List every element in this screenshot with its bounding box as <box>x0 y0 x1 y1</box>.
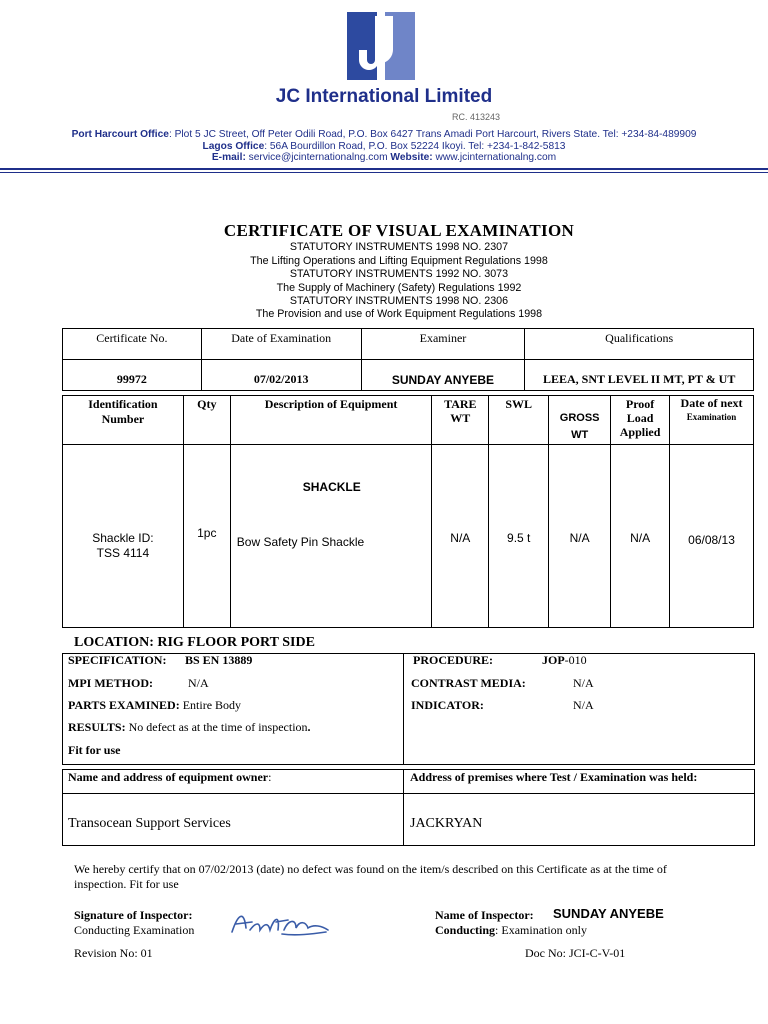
header-gross-line2: WT <box>571 429 589 441</box>
identification-line2: TSS 4114 <box>96 546 150 560</box>
header-tare-wt <box>432 396 489 445</box>
fit-for-use: Fit for use <box>68 743 121 757</box>
results-label: RESULTS: <box>68 720 126 734</box>
header-examiner: Examiner <box>361 329 525 360</box>
certificate-title: CERTIFICATE OF VISUAL EXAMINATION <box>223 221 575 240</box>
examiner-name: SUNDAY ANYEBE <box>361 360 525 391</box>
results-value: No defect as at the time of inspection <box>125 720 308 734</box>
regulation-line: STATUTORY INSTRUMENTS 1998 NO. 2306 <box>289 295 509 307</box>
table-row <box>63 445 754 628</box>
description-value: Bow Safety Pin Shackle <box>236 535 365 549</box>
premises-label: Address of premises where Test / Examination was held: <box>410 770 698 784</box>
email-label: E-mail: <box>211 152 246 163</box>
header-date-of-examination: Date of Examination <box>201 329 361 360</box>
regulation-line: The Supply of Machinery (Safety) Regulations 1992 <box>276 282 522 294</box>
owner-label-colon: : <box>268 770 272 784</box>
indicator-value: N/A <box>573 698 594 712</box>
header-identification-line2: Number <box>101 412 145 426</box>
company-name: JC International Limited <box>275 86 493 107</box>
header-proof-line3: Applied <box>619 425 661 439</box>
procedure-value <box>542 653 587 668</box>
website-text: www.jcinternationalng.com <box>432 152 557 163</box>
header-swl: SWL <box>489 396 549 445</box>
owner-header-rule <box>62 793 754 794</box>
signature-sublabel: Conducting Examination <box>74 923 195 937</box>
mpi-method-label: MPI METHOD: <box>68 676 153 690</box>
conducting-value: : Examination only <box>495 923 588 937</box>
next-examination-value: 06/08/13 <box>670 445 754 628</box>
procedure-number: -010 <box>564 653 587 667</box>
qty-value: 1pc <box>183 445 230 628</box>
header-next-line2: Examination <box>686 412 737 422</box>
document-number: Doc No: JCI-C-V-01 <box>525 946 626 960</box>
header-next-examination <box>670 396 754 445</box>
swl-value: 9.5 t <box>489 445 549 628</box>
revision-number: Revision No: 01 <box>74 946 153 960</box>
certify-statement-line1: We hereby certify that on 07/02/2013 (date) no defect was found on the item/s described on this Certificate as at the time of <box>74 862 667 876</box>
specification-label: SPECIFICATION: <box>68 653 167 667</box>
table-header-row <box>63 396 754 445</box>
header-tare-line1: TARE <box>444 397 477 411</box>
procedure-prefix: JOP <box>542 653 565 667</box>
proof-value: N/A <box>611 445 670 628</box>
parts-examined-label: PARTS EXAMINED: <box>68 698 180 712</box>
header-qty: Qty <box>183 396 230 445</box>
header-rule-thin <box>0 172 768 173</box>
port-harcourt-address <box>0 129 768 140</box>
header-rule <box>0 168 768 170</box>
indicator-label: INDICATOR: <box>411 698 484 712</box>
inspector-name-value: SUNDAY ANYEBE <box>553 906 664 921</box>
header-description: Description of Equipment <box>230 396 432 445</box>
certify-statement-line2: inspection. Fit for use <box>74 877 179 891</box>
email-text: service@jcinternationalng.com <box>245 152 391 163</box>
results <box>68 720 311 735</box>
header-gross-line1: GROSS <box>559 412 600 424</box>
details-divider <box>403 653 404 764</box>
parts-examined-value: Entire Body <box>179 698 242 712</box>
identification-line1: Shackle ID: <box>92 531 154 545</box>
header-identification-line1: Identification <box>88 397 158 411</box>
identification-number <box>63 445 184 628</box>
header-proof-load <box>611 396 670 445</box>
certificate-info-table <box>62 328 754 391</box>
parts-examined <box>68 698 241 713</box>
owner-label-text: Name and address of equipment owner <box>68 770 269 784</box>
description-cell <box>230 445 432 628</box>
mpi-method-value: N/A <box>188 676 209 690</box>
conducting-label: Conducting <box>435 923 496 937</box>
port-harcourt-text: : Plot 5 JC Street, Off Peter Odili Road, P.O. Box 6427 Trans Amadi Port Harcourt, Rivers State. Tel: +234-84-489909 <box>168 129 697 140</box>
contrast-media-value: N/A <box>573 676 594 690</box>
header-gross-wt <box>549 396 611 445</box>
tare-value: N/A <box>432 445 489 628</box>
table-row <box>63 360 754 391</box>
header-next-line1: Date of next <box>680 396 743 410</box>
location-heading: LOCATION: RIG FLOOR PORT SIDE <box>74 635 315 650</box>
inspector-name-label: Name of Inspector: <box>435 908 534 922</box>
specification-value: BS EN 13889 <box>185 653 253 667</box>
header-proof-line2: Load <box>626 411 654 425</box>
lagos-text: : 56A Bourdillon Road, P.O. Box 52224 Ikoyi. Tel: +234-1-842-5813 <box>264 141 566 152</box>
procedure-label: PROCEDURE: <box>413 653 493 667</box>
premises-value: JACKRYAN <box>410 816 483 831</box>
lagos-address <box>0 141 768 152</box>
table-header-row <box>63 329 754 360</box>
signature-label: Signature of Inspector: <box>74 908 193 922</box>
owner-value: Transocean Support Services <box>68 816 231 831</box>
regulation-line: The Provision and use of Work Equipment Regulations 1998 <box>255 308 543 320</box>
port-harcourt-label: Port Harcourt Office <box>71 129 169 140</box>
header-certificate-no: Certificate No. <box>63 329 202 360</box>
rc-number: RC. 413243 <box>452 112 501 122</box>
header-tare-line2: WT <box>450 411 471 425</box>
contact-line <box>0 152 768 163</box>
description-title: SHACKLE <box>302 480 361 494</box>
qualifications-value: LEEA, SNT LEVEL II MT, PT & UT <box>525 360 754 391</box>
regulation-line: STATUTORY INSTRUMENTS 1992 NO. 3073 <box>289 268 509 280</box>
owner-label <box>68 770 271 785</box>
header-proof-line1: Proof <box>625 397 655 411</box>
certificate-number: 99972 <box>63 360 202 391</box>
conducting <box>435 923 587 938</box>
website-label: Website: <box>390 152 433 163</box>
owner-divider <box>403 769 404 845</box>
header-qualifications: Qualifications <box>525 329 754 360</box>
regulation-line: STATUTORY INSTRUMENTS 1998 NO. 2307 <box>289 241 509 253</box>
gross-value: N/A <box>549 445 611 628</box>
regulation-line: The Lifting Operations and Lifting Equipment Regulations 1998 <box>250 255 548 267</box>
company-logo <box>345 10 417 82</box>
header-identification-number <box>63 396 184 445</box>
examination-date: 07/02/2013 <box>201 360 361 391</box>
equipment-table <box>62 395 754 628</box>
results-period: . <box>307 720 311 734</box>
lagos-label: Lagos Office <box>202 141 265 152</box>
contrast-media-label: CONTRAST MEDIA: <box>411 676 526 690</box>
inspector-signature <box>226 904 336 944</box>
